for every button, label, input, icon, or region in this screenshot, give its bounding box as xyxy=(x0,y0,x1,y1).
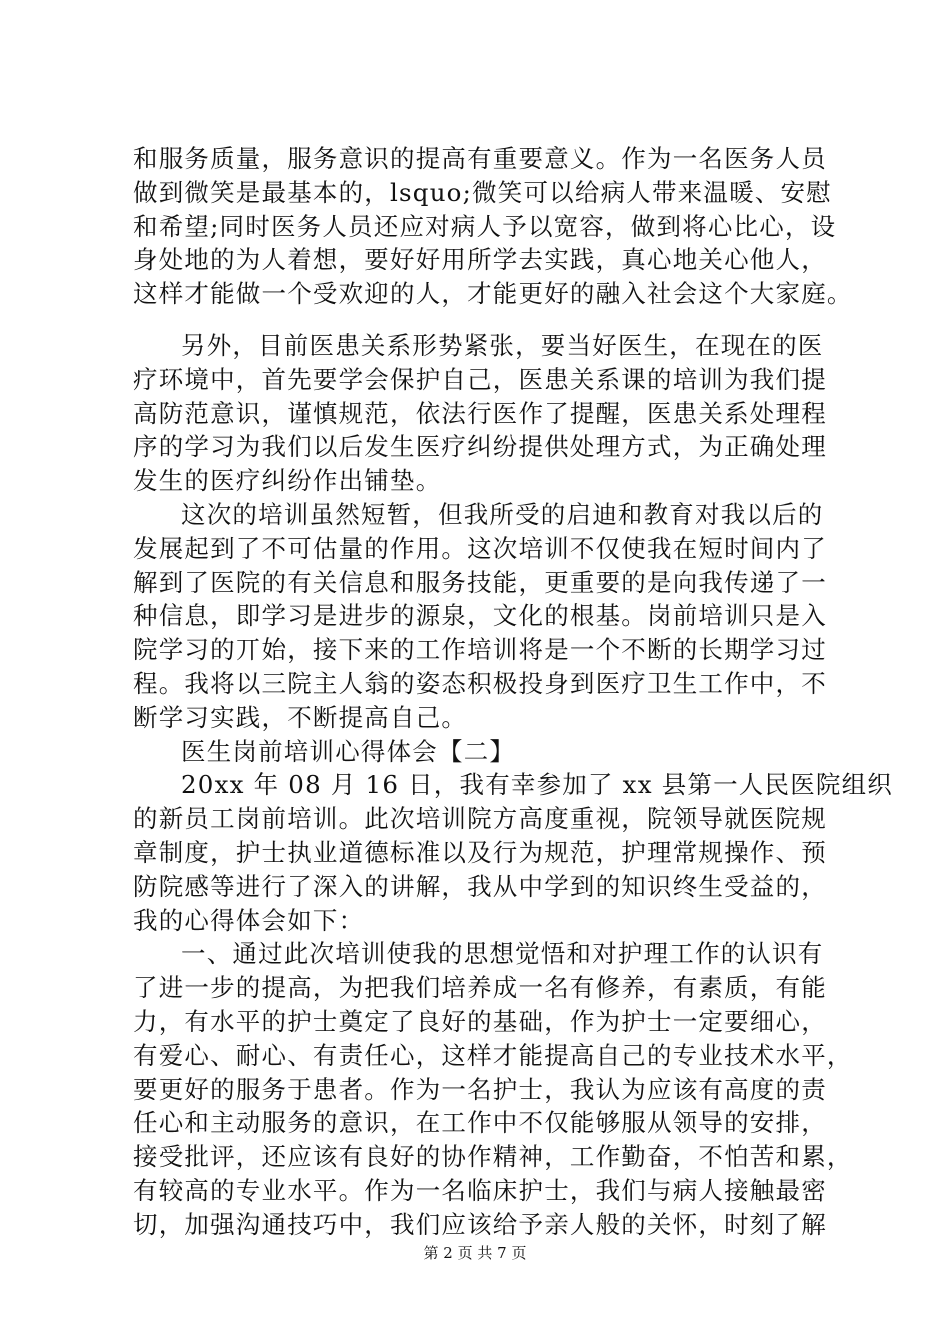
text-line: 切，加强沟通技巧中，我们应该给予亲人般的关怀，时刻了解 xyxy=(133,1210,827,1239)
text-line: 发生的医疗纠纷作出铺垫。 xyxy=(133,466,442,495)
text-line: 身处地的为人着想，要好好用所学去实践，真心地关心他人， xyxy=(133,245,827,274)
text-line: 高防范意识，谨慎规范，依法行医作了提醒，医患关系处理程 xyxy=(133,399,827,428)
text-line: 这样才能做一个受欢迎的人，才能更好的融入社会这个大家庭。 xyxy=(133,279,853,308)
text-line: 这次的培训虽然短暂，但我所受的启迪和教育对我以后的 xyxy=(181,500,824,529)
text-line: 了进一步的提高，为把我们培养成一名有修养，有素质，有能 xyxy=(133,973,827,1002)
text-line: 做到微笑是最基本的，lsquo;微笑可以给病人带来温暖、安慰 xyxy=(133,178,832,207)
text-line: 力，有水平的护士奠定了良好的基础，作为护士一定要细心， xyxy=(133,1007,827,1036)
text-line: 疗环境中，首先要学会保护自己，医患关系课的培训为我们提 xyxy=(133,365,827,394)
text-line: 医生岗前培训心得体会【二】 xyxy=(181,737,516,766)
text-line: 断学习实践，不断提高自己。 xyxy=(133,703,468,732)
text-line: 程。我将以三院主人翁的姿态积极投身到医疗卫生工作中，不 xyxy=(133,669,827,698)
text-line: 院学习的丌始，接下来的工作培训将是一个不断的长期学习过 xyxy=(133,635,827,664)
text-line: 和希望;同时医务人员还应对病人予以宽容，做到将心比心，设 xyxy=(133,212,837,241)
text-line: 20xx 年 08 月 16 日，我有幸参加了 xx 县第一人民医院组织 xyxy=(181,770,894,799)
text-line: 另外，目前医患关系形势紧张，要当好医生，在现在的医 xyxy=(181,331,824,360)
text-line: 任心和主动服务的意识，在工作中不仅能够服从领导的安排， xyxy=(133,1108,827,1137)
text-line: 一、通过此次培训使我的思想觉悟和对护理工作的认识有 xyxy=(181,939,824,968)
text-line: 种信息，即学习是进步的源泉，文化的根基。岗前培训只是入 xyxy=(133,601,827,630)
text-line: 序的学习为我们以后发生医疗纠纷提供处理方式，为正确处理 xyxy=(133,432,827,461)
text-line: 我的心得体会如下： xyxy=(133,906,365,935)
text-line: 的新员工岗前培训。此次培训院方高度重视，院领导就医院规 xyxy=(133,804,827,833)
text-line: 要更好的服务于患者。作为一名护士，我认为应该有高度的责 xyxy=(133,1075,827,1104)
page-footer: 第 2 页 共 7 页 xyxy=(423,1244,527,1262)
text-line: 防院感等进行了深入的讲解，我从中学到的知识终生受益的， xyxy=(133,872,827,901)
text-line: 章制度，护士执业道德标准以及行为规范，护理常规操作、预 xyxy=(133,838,827,867)
text-line: 发展起到了不可估量的作用。这次培训不仅使我在短时间内了 xyxy=(133,534,827,563)
text-line: 和服务质量，服务意识的提高有重要意义。作为一名医务人员 xyxy=(133,144,827,173)
text-line: 解到了医院的有关信息和服务技能，更重要的是向我传递了一 xyxy=(133,568,827,597)
text-line: 接受批评，还应该有良好的协作精神，工作勤奋，不怕苦和累， xyxy=(133,1142,853,1171)
text-line: 有较高的专业水平。作为一名临床护士，我们与病人接触最密 xyxy=(133,1176,827,1205)
text-line: 有爱心、耐心、有责任心，这样才能提高自己的专业技术水平， xyxy=(133,1041,853,1070)
